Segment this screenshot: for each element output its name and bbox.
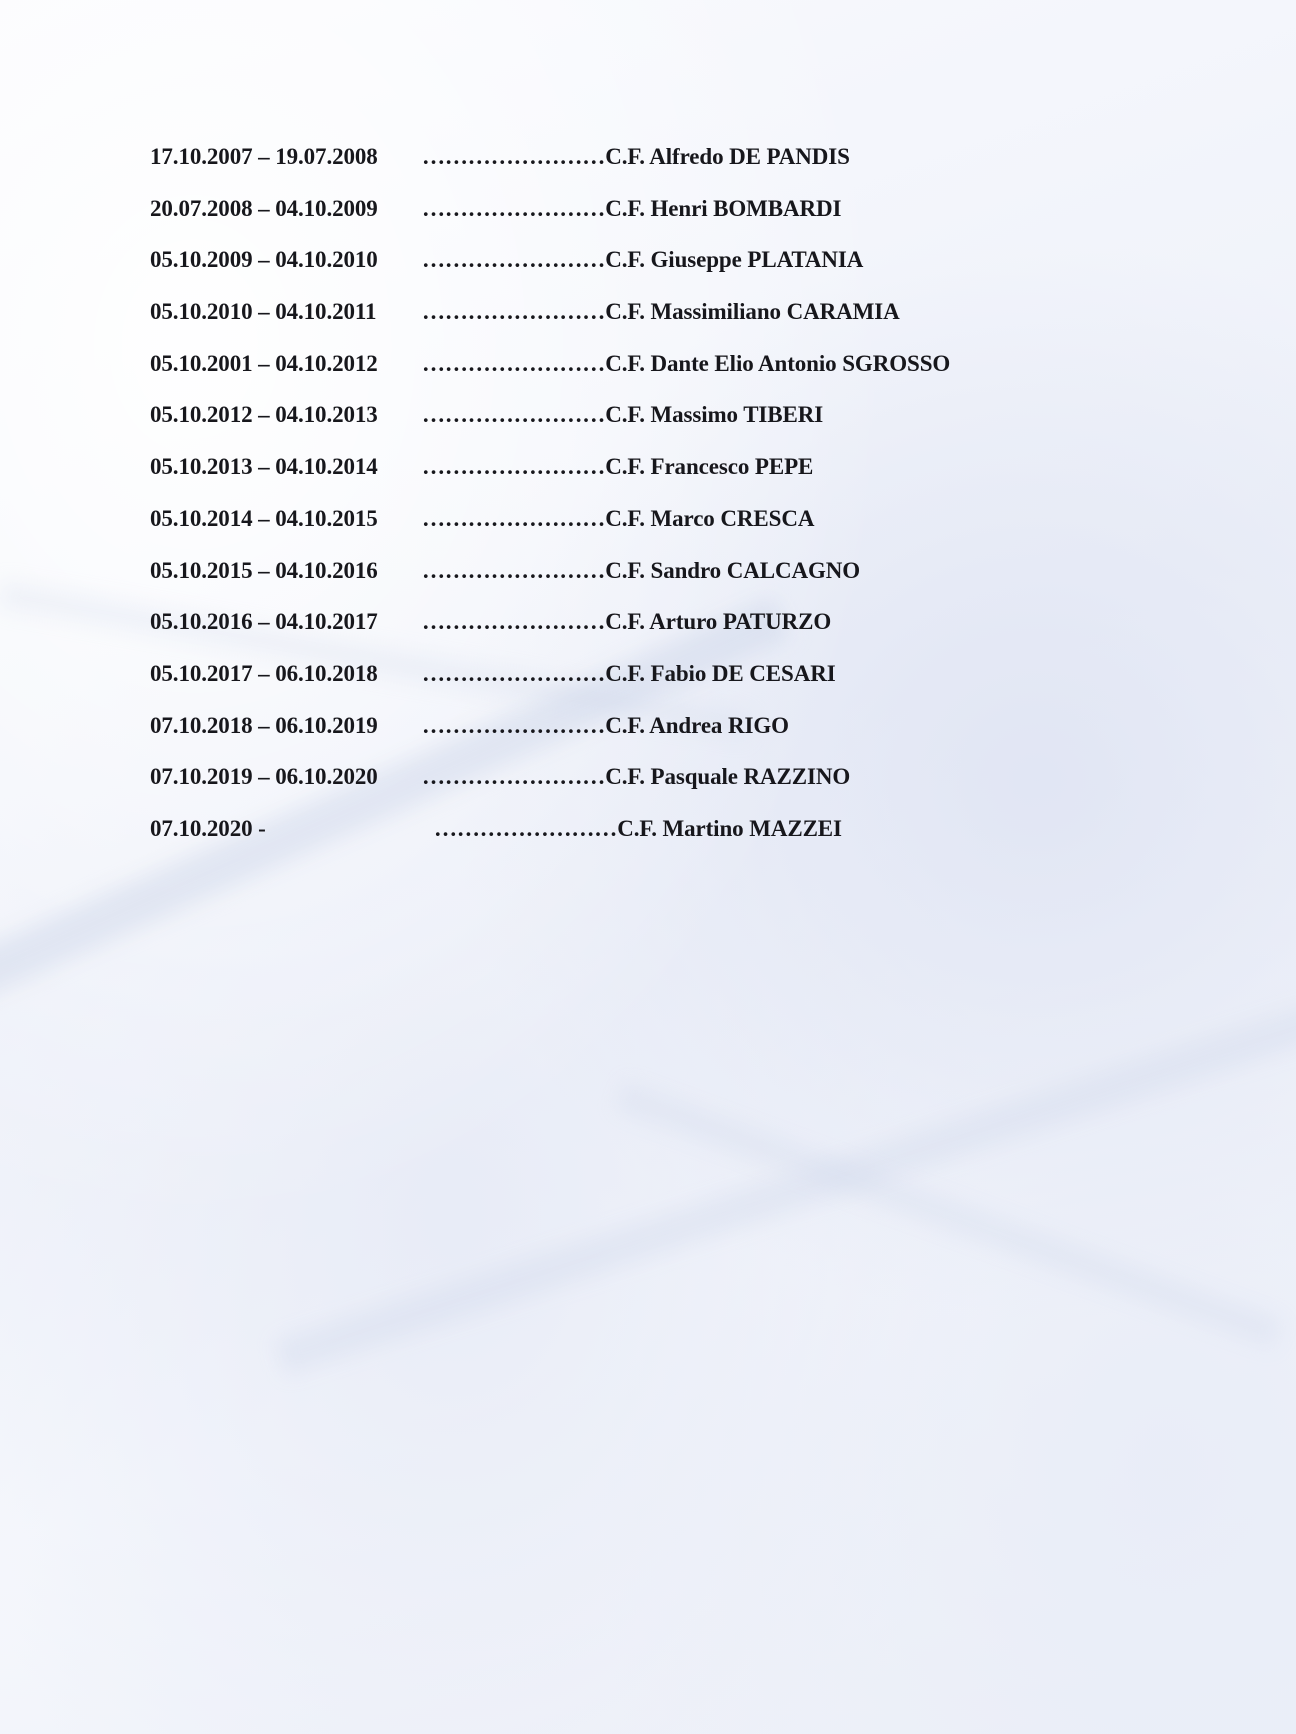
list-entry: [150, 454, 1150, 506]
entry-name: C.F. Henri BOMBARDI: [605, 195, 842, 221]
entry-leader-dots: ……………………: [434, 815, 618, 841]
list-entry: [150, 247, 1150, 299]
entry-period: 05.10.2009 – 04.10.2010: [150, 247, 378, 273]
commanders-list: [150, 144, 1150, 868]
list-entry: [150, 764, 1150, 816]
entry-name: C.F. Alfredo DE PANDIS: [605, 144, 850, 169]
entry-name: C.F. Massimiliano CARAMIA: [605, 299, 900, 325]
entry-period: 05.10.2014 – 04.10.2015: [150, 505, 378, 531]
entry-name: C.F. Marco CRESCA: [605, 505, 815, 531]
entry-leader-dots: ……………………: [422, 454, 606, 480]
entry-name: C.F. Giuseppe PLATANIA: [605, 247, 864, 273]
entry-leader-dots: ……………………: [422, 402, 606, 428]
list-entry: [150, 506, 1150, 558]
list-entry: [150, 402, 1150, 454]
entry-leader-dots: ……………………: [422, 764, 606, 790]
entry-name: C.F. Francesco PEPE: [605, 454, 814, 480]
entry-period: 05.10.2010 – 04.10.2011: [150, 299, 377, 325]
entry-leader-dots: ……………………: [422, 350, 606, 376]
entry-name: C.F. Sandro CALCAGNO: [605, 557, 861, 583]
list-entry: [150, 816, 1150, 868]
entry-name: C.F. Arturo PATURZO: [605, 609, 832, 635]
paper-crease: [274, 1001, 1296, 1375]
entry-leader-dots: ……………………: [422, 195, 606, 221]
entry-name: C.F. Andrea RIGO: [605, 712, 789, 738]
entry-leader-dots: ……………………: [422, 299, 606, 325]
entry-leader-dots: ……………………: [422, 505, 606, 531]
list-entry: [150, 351, 1150, 403]
list-entry: [150, 196, 1150, 248]
list-entry: [150, 299, 1150, 351]
entry-leader-dots: ……………………: [422, 609, 606, 635]
entry-period: 05.10.2016 – 04.10.2017: [150, 609, 378, 635]
entry-period: 05.10.2013 – 04.10.2014: [150, 454, 378, 480]
entry-period: 05.10.2017 – 06.10.2018: [150, 660, 378, 686]
entry-period: 07.10.2019 – 06.10.2020: [150, 764, 378, 790]
entry-name: C.F. Fabio DE CESARI: [605, 660, 836, 686]
entry-period: 05.10.2001 – 04.10.2012: [150, 350, 378, 376]
entry-name: C.F. Massimo TIBERI: [605, 402, 824, 428]
list-entry: [150, 558, 1150, 610]
entry-leader-dots: ……………………: [422, 712, 606, 738]
entry-leader-dots: ……………………: [422, 247, 606, 273]
entry-period: 05.10.2012 – 04.10.2013: [150, 402, 378, 428]
entry-period: 07.10.2018 – 06.10.2019: [150, 712, 378, 738]
entry-leader-dots: ……………………: [422, 660, 606, 686]
entry-name: C.F. Dante Elio Antonio SGROSSO: [605, 350, 951, 376]
entry-name: C.F. Pasquale RAZZINO: [605, 764, 851, 790]
list-entry: [150, 713, 1150, 765]
entry-leader-dots: ……………………: [422, 144, 606, 169]
entry-period: 17.10.2007 – 19.07.2008: [150, 144, 378, 169]
list-entry: [150, 609, 1150, 661]
list-entry: [150, 661, 1150, 713]
entry-leader-dots: ……………………: [422, 557, 606, 583]
entry-name: C.F. Martino MAZZEI: [617, 815, 842, 841]
entry-period: 07.10.2020 -: [150, 815, 266, 841]
entry-period: 20.07.2008 – 04.10.2009: [150, 195, 378, 221]
entry-period: 05.10.2015 – 04.10.2016: [150, 557, 378, 583]
list-entry: [150, 144, 1150, 196]
